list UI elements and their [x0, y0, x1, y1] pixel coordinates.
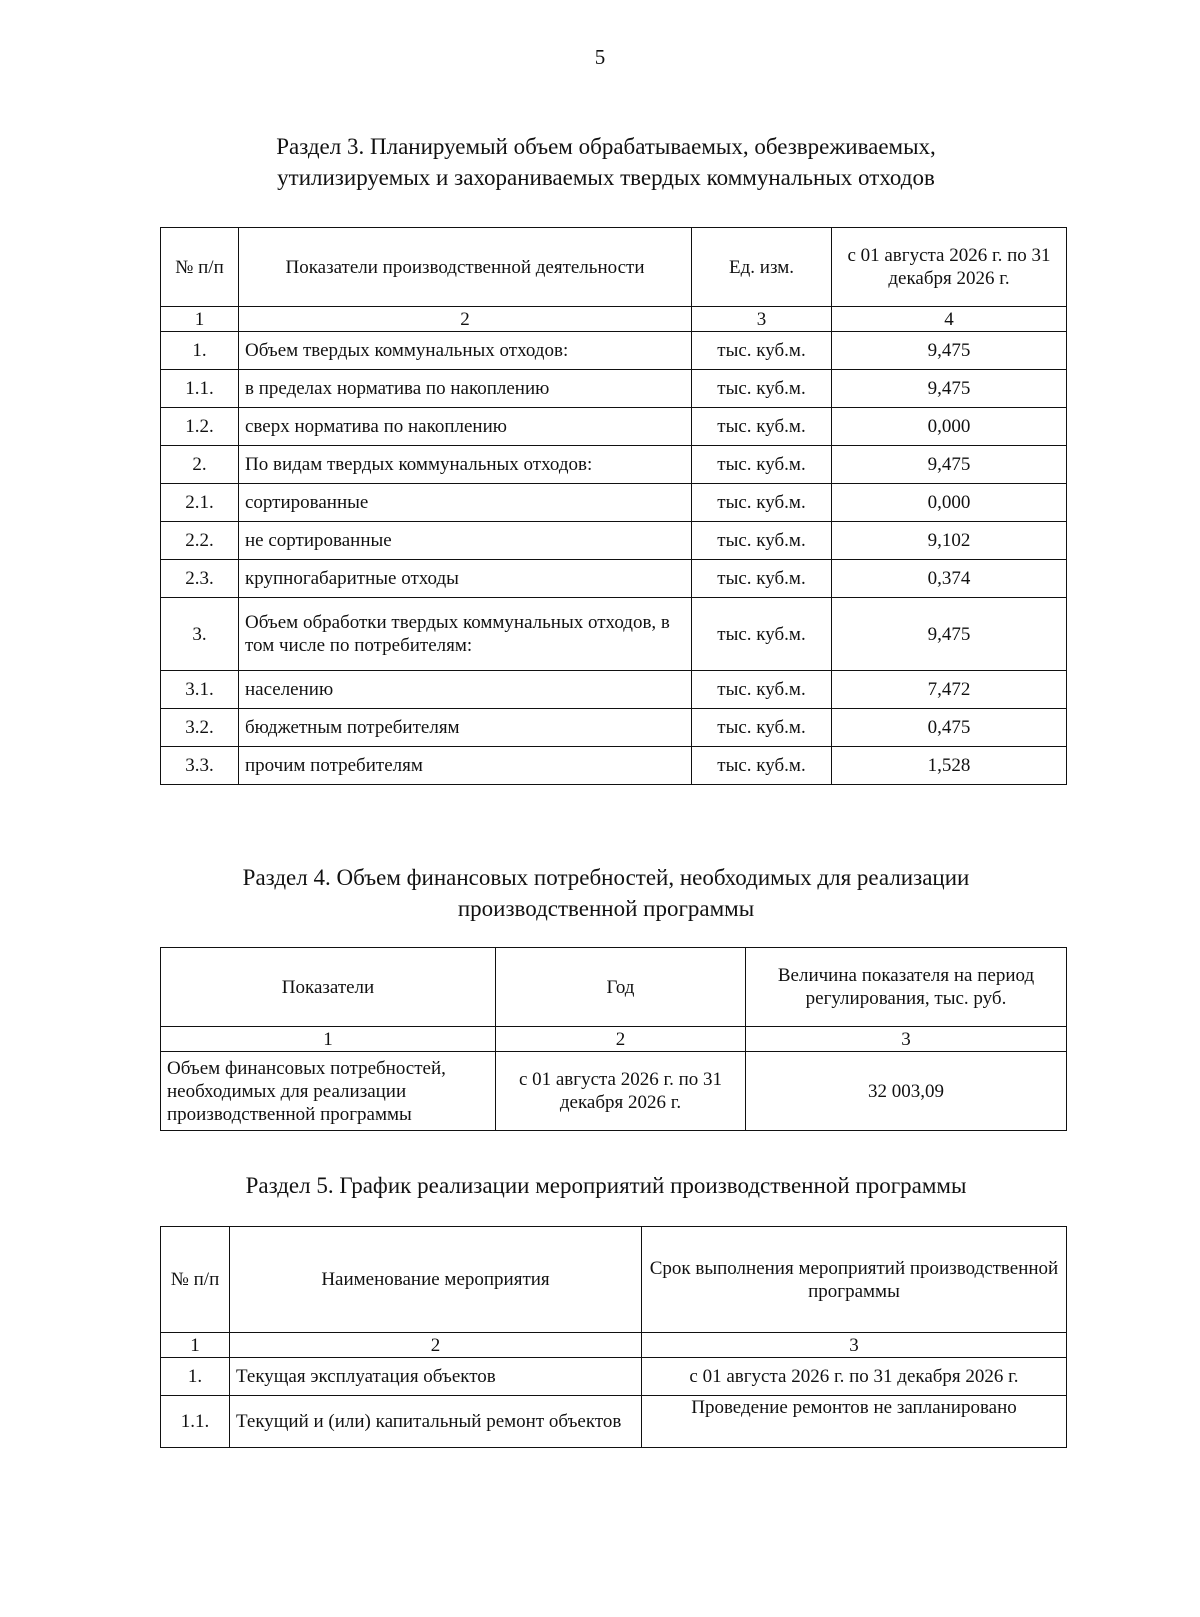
row-number: 2.2. — [161, 522, 239, 560]
row-unit: тыс. куб.м. — [692, 747, 832, 785]
row-name: населению — [239, 671, 692, 709]
row-unit: тыс. куб.м. — [692, 484, 832, 522]
row-year: с 01 августа 2026 г. по 31 декабря 2026 г. — [496, 1052, 746, 1131]
row-name: Объем финансовых потребностей, необходимых для реализации производственной программы — [161, 1052, 496, 1131]
column-number: 3 — [746, 1027, 1067, 1052]
table-header-row — [161, 948, 1067, 1027]
row-value: 0,475 — [832, 709, 1067, 747]
section5-table — [160, 1226, 1067, 1448]
section4-table — [160, 947, 1067, 1131]
table-row — [161, 1396, 1067, 1448]
row-name: крупногабаритные отходы — [239, 560, 692, 598]
row-value: 0,000 — [832, 408, 1067, 446]
header-indicator: Показатели производственной деятельности — [239, 228, 692, 307]
header-term: Срок выполнения мероприятий производственной программы — [642, 1227, 1067, 1333]
table-row — [161, 408, 1067, 446]
row-number: 1. — [161, 332, 239, 370]
header-indicators: Показатели — [161, 948, 496, 1027]
row-unit: тыс. куб.м. — [692, 709, 832, 747]
row-value: 9,475 — [832, 598, 1067, 671]
column-number: 2 — [496, 1027, 746, 1052]
section3-table — [160, 227, 1067, 785]
row-unit: тыс. куб.м. — [692, 598, 832, 671]
row-number: 1.2. — [161, 408, 239, 446]
row-value: 9,475 — [832, 446, 1067, 484]
row-unit: тыс. куб.м. — [692, 446, 832, 484]
section3-title-line1: Раздел 3. Планируемый объем обрабатываемых, обезвреживаемых, — [276, 134, 936, 159]
row-number: 2.1. — [161, 484, 239, 522]
section4-title-line2: производственной программы — [457, 896, 755, 921]
row-name: Объем твердых коммунальных отходов: — [239, 332, 692, 370]
row-number: 1.1. — [161, 1396, 230, 1448]
table-row — [161, 332, 1067, 370]
table-row — [161, 598, 1067, 671]
header-year: Год — [496, 948, 746, 1027]
table-row — [161, 446, 1067, 484]
table-row — [161, 522, 1067, 560]
row-number: 1.1. — [161, 370, 239, 408]
table-row — [161, 1358, 1067, 1396]
table-row — [161, 370, 1067, 408]
header-period: с 01 августа 2026 г. по 31 декабря 2026 г. — [832, 228, 1067, 307]
row-term: Проведение ремонтов не запланировано — [642, 1396, 1067, 1448]
row-name: Объем обработки твердых коммунальных отходов, в том числе по потребителям: — [239, 598, 692, 671]
section5-title-line: Раздел 5. График реализации мероприятий производственной программы — [245, 1173, 967, 1198]
table-header-row — [161, 228, 1067, 307]
column-number: 3 — [692, 307, 832, 332]
column-number-row — [161, 1027, 1067, 1052]
row-number: 3.1. — [161, 671, 239, 709]
row-name: в пределах норматива по накоплению — [239, 370, 692, 408]
header-number: № п/п — [161, 228, 239, 307]
row-number: 2.3. — [161, 560, 239, 598]
column-number-row — [161, 1333, 1067, 1358]
row-name: не сортированные — [239, 522, 692, 560]
column-number: 1 — [161, 1027, 496, 1052]
section4-title-line1: Раздел 4. Объем финансовых потребностей, необходимых для реализации — [242, 865, 970, 890]
header-number: № п/п — [161, 1227, 230, 1333]
row-value: 1,528 — [832, 747, 1067, 785]
row-name: Текущая эксплуатация объектов — [230, 1358, 642, 1396]
table-row — [161, 560, 1067, 598]
row-unit: тыс. куб.м. — [692, 560, 832, 598]
section3-title-line2: утилизируемых и захораниваемых твердых коммунальных отходов — [277, 165, 935, 190]
table-row — [161, 709, 1067, 747]
row-term: с 01 августа 2026 г. по 31 декабря 2026 г. — [642, 1358, 1067, 1396]
header-amount: Величина показателя на период регулирования, тыс. руб. — [746, 948, 1067, 1027]
table-row — [161, 1052, 1067, 1131]
row-name: прочим потребителям — [239, 747, 692, 785]
row-number: 3.3. — [161, 747, 239, 785]
table-header-row — [161, 1227, 1067, 1333]
row-name: сортированные — [239, 484, 692, 522]
page-number: 5 — [594, 45, 606, 69]
row-unit: тыс. куб.м. — [692, 671, 832, 709]
row-name: бюджетным потребителям — [239, 709, 692, 747]
section5-title — [0, 1170, 1200, 1201]
table-row — [161, 747, 1067, 785]
row-number: 3.2. — [161, 709, 239, 747]
column-number-row — [161, 307, 1067, 332]
section4-title — [0, 862, 1200, 924]
row-value: 9,475 — [832, 332, 1067, 370]
row-value: 9,102 — [832, 522, 1067, 560]
table-row — [161, 484, 1067, 522]
row-unit: тыс. куб.м. — [692, 408, 832, 446]
row-name: По видам твердых коммунальных отходов: — [239, 446, 692, 484]
column-number: 1 — [161, 307, 239, 332]
row-number: 2. — [161, 446, 239, 484]
row-value: 0,374 — [832, 560, 1067, 598]
row-value: 9,475 — [832, 370, 1067, 408]
column-number: 2 — [230, 1333, 642, 1358]
row-value: 32 003,09 — [746, 1052, 1067, 1131]
row-name: сверх норматива по накоплению — [239, 408, 692, 446]
row-number: 1. — [161, 1358, 230, 1396]
row-unit: тыс. куб.м. — [692, 522, 832, 560]
row-number: 3. — [161, 598, 239, 671]
row-value: 0,000 — [832, 484, 1067, 522]
row-unit: тыс. куб.м. — [692, 332, 832, 370]
column-number: 3 — [642, 1333, 1067, 1358]
row-unit: тыс. куб.м. — [692, 370, 832, 408]
column-number: 1 — [161, 1333, 230, 1358]
header-activity: Наименование мероприятия — [230, 1227, 642, 1333]
row-name: Текущий и (или) капитальный ремонт объектов — [230, 1396, 642, 1448]
header-unit: Ед. изм. — [692, 228, 832, 307]
column-number: 2 — [239, 307, 692, 332]
table-row — [161, 671, 1067, 709]
row-value: 7,472 — [832, 671, 1067, 709]
column-number: 4 — [832, 307, 1067, 332]
section3-title — [0, 131, 1200, 193]
